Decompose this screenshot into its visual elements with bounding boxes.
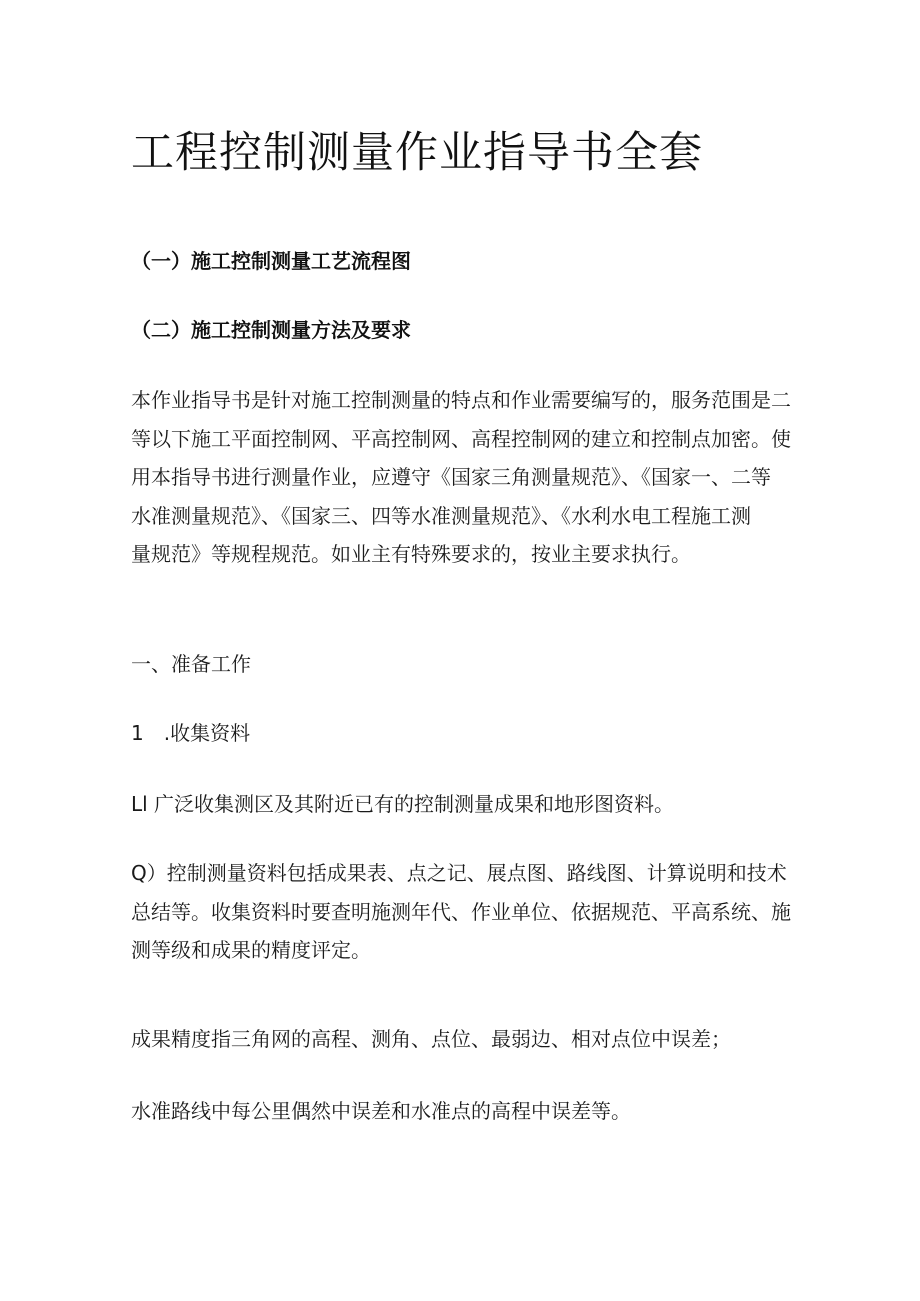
heading-methods-requirements: （二）施工控制测量方法及要求 [131, 318, 411, 342]
intro-line: 本作业指导书是针对施工控制测量的特点和作业需要编写的，服务范围是二 [131, 388, 791, 412]
subsection-collect-data: 1 .收集资料 [131, 721, 251, 745]
intro-line: 水准测量规范》、《国家三、四等水准测量规范》、《水利水电工程施工测 [131, 503, 751, 528]
item-data-contents [131, 854, 796, 970]
intro-line: 量规范》等规程规范。如业主有特殊要求的，按业主要求执行。 [131, 542, 691, 566]
item-line: 总结等。收集资料时要查明施测年代、作业单位、依据规范、平高系统、施 [131, 899, 791, 924]
intro-paragraph [131, 381, 796, 574]
item-line: Q）控制测量资料包括成果表、点之记、展点图、路线图、计算说明和技术 [131, 861, 787, 885]
intro-line: 用本指导书进行测量作业，应遵守《国家三角测量规范》、《国家一、二等 [131, 465, 771, 489]
intro-line: 等以下施工平面控制网、平高控制网、高程控制网的建立和控制点加密。使 [131, 426, 791, 451]
accuracy-triangulation: 成果精度指三角网的高程、测角、点位、最弱边、相对点位中误差； [131, 1027, 731, 1051]
item-collect-existing: Ll 广泛收集测区及其附近已有的控制测量成果和地形图资料。 [131, 792, 675, 816]
document-title: 工程控制测量作业指导书全套 [131, 128, 703, 178]
section-preparation: 一、准备工作 [131, 652, 251, 676]
accuracy-leveling: 水准路线中每公里偶然中误差和水准点的高程中误差等。 [131, 1099, 631, 1123]
item-line: 测等级和成果的精度评定。 [131, 938, 371, 962]
heading-process-flowchart: （一）施工控制测量工艺流程图 [131, 249, 411, 273]
